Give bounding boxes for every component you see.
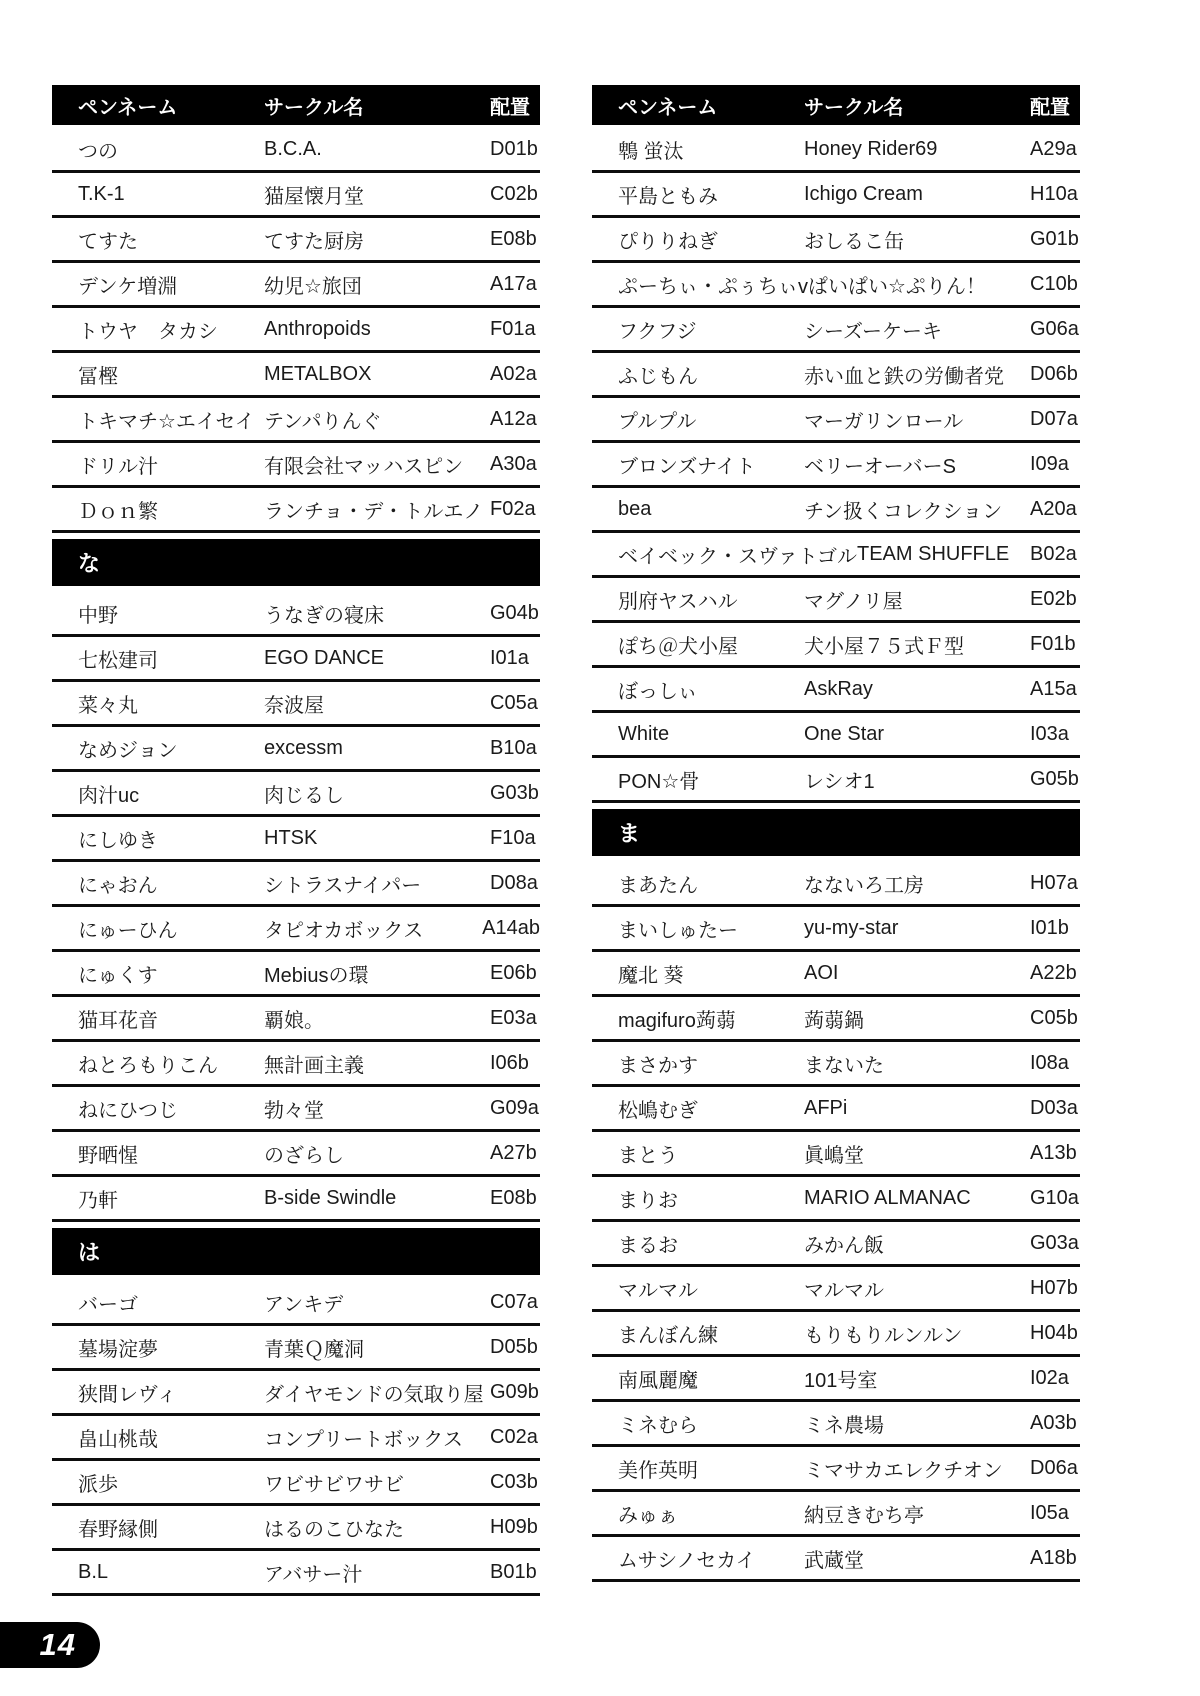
table-row xyxy=(592,862,1080,907)
table-row xyxy=(592,443,1080,488)
circle-list-table-right xyxy=(592,85,1080,1596)
column-header-placement: 配置 xyxy=(490,96,530,119)
pen-name-cell: 春野縁側 xyxy=(78,1518,158,1541)
table-header xyxy=(592,85,1080,125)
section-header-row: ま xyxy=(592,809,1080,856)
pen-name-cell: 肉汁uc xyxy=(78,784,140,807)
circle-name-cell: Anthropoids xyxy=(264,317,371,340)
placement-cell: I06b xyxy=(490,1051,529,1074)
circle-name-cell: 赤い血と鉄の労働者党 xyxy=(804,365,1004,388)
circle-name-cell: おしるこ缶 xyxy=(804,230,904,253)
table-row xyxy=(52,1461,540,1506)
circle-list-table-left xyxy=(52,85,540,1596)
circle-name-cell: うなぎの寝床 xyxy=(264,604,384,627)
placement-cell: A17a xyxy=(490,272,537,295)
table-row xyxy=(52,817,540,862)
placement-cell: D06a xyxy=(1030,1456,1078,1479)
page-number: 14 xyxy=(39,1627,76,1662)
table-row xyxy=(592,263,1080,308)
table-body xyxy=(592,128,1080,1582)
circle-name-cell: ぱいぱい☆ぷりん！ xyxy=(808,275,986,298)
table-row xyxy=(592,668,1080,713)
table-row xyxy=(592,1087,1080,1132)
pen-name-cell: T.K-1 xyxy=(78,182,125,205)
table-row xyxy=(52,1506,540,1551)
placement-cell: E03a xyxy=(490,1006,537,1029)
table-row xyxy=(592,1537,1080,1582)
section-header-row: は xyxy=(52,1228,540,1275)
pen-name-cell: ドリル汁 xyxy=(78,455,158,478)
placement-cell: E08b xyxy=(490,227,537,250)
table-row xyxy=(52,637,540,682)
pen-name-cell: magifuro蒟蒻 xyxy=(618,1009,736,1032)
page-number-badge xyxy=(0,1622,100,1668)
table-row xyxy=(592,1177,1080,1222)
placement-cell: G06a xyxy=(1030,317,1079,340)
table-row xyxy=(52,727,540,772)
table-row xyxy=(52,1281,540,1326)
pen-name-cell: 鵯 蛍汰 xyxy=(618,140,684,163)
table-row xyxy=(592,997,1080,1042)
placement-cell: A30a xyxy=(490,452,537,475)
pen-name-cell: フクフジ xyxy=(618,320,697,343)
table-row xyxy=(592,758,1080,803)
table-row xyxy=(592,1402,1080,1447)
placement-cell: E02b xyxy=(1030,587,1077,610)
placement-cell: B10a xyxy=(490,736,537,759)
column-header-circle-name: サークル名 xyxy=(264,96,364,119)
circle-name-cell: 蒟蒻鍋 xyxy=(804,1009,864,1032)
placement-cell: I01a xyxy=(490,646,529,669)
placement-cell: A03b xyxy=(1030,1411,1077,1434)
pen-name-cell: 冨樫 xyxy=(78,365,118,388)
table-row xyxy=(52,682,540,727)
pen-name-cell: トキマチ☆エイセイ xyxy=(78,410,255,433)
column-header-pen-name: ペンネーム xyxy=(618,96,718,119)
circle-name-cell: METALBOX xyxy=(264,362,372,385)
placement-cell: D08a xyxy=(490,871,538,894)
circle-name-cell: ランチョ・デ・トルエノ xyxy=(264,500,484,523)
circle-name-cell: 101号室 xyxy=(804,1369,878,1392)
table-row xyxy=(52,263,540,308)
circle-name-cell: ベリーオーバーS xyxy=(804,455,956,478)
placement-cell: A22b xyxy=(1030,961,1077,984)
placement-cell: A12a xyxy=(490,407,537,430)
pen-name-cell: ぽち＠犬小屋 xyxy=(618,635,738,658)
circle-name-cell: マグノリ屋 xyxy=(804,590,903,613)
circle-name-cell: B.C.A. xyxy=(264,137,322,160)
placement-cell: I03a xyxy=(1030,722,1069,745)
table-row xyxy=(592,218,1080,263)
table-row xyxy=(52,1416,540,1461)
circle-name-cell: みかん飯 xyxy=(804,1234,884,1257)
pen-name-cell: ミネむら xyxy=(618,1414,698,1437)
circle-name-cell: 幼児☆旅団 xyxy=(264,275,362,298)
pen-name-cell: 七松建司 xyxy=(78,649,158,672)
placement-cell: I05a xyxy=(1030,1501,1069,1524)
circle-name-cell: 奈波屋 xyxy=(264,694,324,717)
table-row xyxy=(592,1222,1080,1267)
circle-name-cell: シーズーケーキ xyxy=(804,320,942,343)
pen-name-cell: てすた xyxy=(78,230,138,253)
circle-name-cell: 勃々堂 xyxy=(264,1099,324,1122)
placement-cell: B01b xyxy=(490,1560,537,1583)
table-row xyxy=(592,488,1080,533)
table-body xyxy=(52,128,540,1596)
table-row xyxy=(592,1132,1080,1177)
placement-cell: G09a xyxy=(490,1096,539,1119)
table-row xyxy=(592,578,1080,623)
table-row xyxy=(592,1492,1080,1537)
circle-name-cell: アバサー汁 xyxy=(264,1563,363,1586)
placement-cell: I02a xyxy=(1030,1366,1069,1389)
circle-name-cell: レシオ1 xyxy=(804,770,875,793)
pen-name-cell: 別府ヤスハル xyxy=(618,590,738,613)
table-row xyxy=(592,173,1080,218)
placement-cell: D07a xyxy=(1030,407,1078,430)
circle-name-cell: B-side Swindle xyxy=(264,1186,397,1209)
table-row xyxy=(592,398,1080,443)
circle-name-cell: マルマル xyxy=(804,1279,884,1302)
circle-name-cell: もりもりルンルン xyxy=(804,1324,963,1347)
column-header-pen-name: ペンネーム xyxy=(78,96,178,119)
pen-name-cell: まりお xyxy=(618,1189,678,1212)
circle-name-cell: TEAM SHUFFLE xyxy=(857,542,1010,565)
table-row xyxy=(52,772,540,817)
circle-name-cell: 武蔵堂 xyxy=(804,1549,864,1572)
pen-name-cell: バーゴ xyxy=(78,1293,138,1316)
pen-name-cell: ぷーちぃ・ぷぅちぃv xyxy=(618,275,808,298)
table-row xyxy=(592,1042,1080,1087)
circle-name-cell: yu-my-star xyxy=(804,916,899,939)
pen-name-cell: White xyxy=(618,722,670,745)
pen-name-cell: トウヤ タカシ xyxy=(78,320,218,343)
pen-name-cell: ねとろもりこん xyxy=(78,1054,218,1077)
placement-cell: G01b xyxy=(1030,227,1079,250)
circle-name-cell: コンプリートボックス xyxy=(264,1428,463,1451)
pen-name-cell: 猫耳花音 xyxy=(78,1009,158,1032)
table-row xyxy=(52,128,540,173)
circle-name-cell: テンパりんぐ xyxy=(264,410,382,433)
table-row xyxy=(52,592,540,637)
table-row xyxy=(592,713,1080,758)
pen-name-cell: 魔北 葵 xyxy=(618,964,684,987)
circle-name-cell: はるのこひなた xyxy=(264,1518,404,1541)
placement-cell: C02a xyxy=(490,1425,538,1448)
pen-name-cell: にゅーひん xyxy=(78,919,178,942)
placement-cell: D01b xyxy=(490,137,538,160)
circle-name-cell: 有限会社マッハスピン xyxy=(264,455,464,478)
pen-name-cell: 派歩 xyxy=(78,1473,118,1496)
table-row xyxy=(52,443,540,488)
column-header-circle-name: サークル名 xyxy=(804,96,904,119)
placement-cell: C10b xyxy=(1030,272,1078,295)
pen-name-cell: にしゆき xyxy=(78,829,158,852)
placement-cell: A15a xyxy=(1030,677,1077,700)
circle-list-columns xyxy=(52,85,1080,1596)
pen-name-cell: にゃおん xyxy=(78,874,158,897)
table-row xyxy=(52,1551,540,1596)
pen-name-cell: 野晒惺 xyxy=(78,1144,138,1167)
table-row xyxy=(592,623,1080,668)
pen-name-cell: ブロンズナイト xyxy=(618,455,756,478)
circle-name-cell: 肉じるし xyxy=(264,784,344,807)
placement-cell: D05b xyxy=(490,1335,538,1358)
placement-cell: G09b xyxy=(490,1380,539,1403)
pen-name-cell: つの xyxy=(78,140,118,163)
placement-cell: A18b xyxy=(1030,1546,1077,1569)
circle-name-cell: まないた xyxy=(804,1054,884,1077)
circle-name-cell: のざらし xyxy=(264,1144,344,1167)
placement-cell: C05a xyxy=(490,691,538,714)
placement-cell: G03b xyxy=(490,781,539,804)
placement-cell: A27b xyxy=(490,1141,537,1164)
pen-name-cell: 菜々丸 xyxy=(78,694,138,717)
pen-name-cell: ムサシノセカイ xyxy=(618,1549,756,1572)
placement-cell: D06b xyxy=(1030,362,1078,385)
circle-name-cell: ダイヤモンドの気取り屋 xyxy=(264,1383,484,1406)
pen-name-cell: まあたん xyxy=(618,874,698,897)
circle-name-cell: てすた厨房 xyxy=(264,230,364,253)
circle-name-cell: 猫屋懐月堂 xyxy=(264,185,364,208)
placement-cell: C05b xyxy=(1030,1006,1078,1029)
table-row xyxy=(592,1312,1080,1357)
placement-cell: A14ab xyxy=(482,916,540,939)
placement-cell: B02a xyxy=(1030,542,1077,565)
column-header-placement: 配置 xyxy=(1030,96,1070,119)
placement-cell: G10a xyxy=(1030,1186,1079,1209)
placement-cell: F10a xyxy=(490,826,536,849)
circle-name-cell: 犬小屋７５式Ｆ型 xyxy=(804,635,964,658)
placement-cell: G04b xyxy=(490,601,539,624)
placement-cell: H04b xyxy=(1030,1321,1078,1344)
circle-name-cell: HTSK xyxy=(264,826,318,849)
pen-name-cell: デンケ増淵 xyxy=(78,275,178,298)
pen-name-cell: まさかす xyxy=(618,1054,698,1077)
circle-name-cell: excessm xyxy=(264,736,343,759)
table-header xyxy=(52,85,540,125)
pen-name-cell: 墓場淀夢 xyxy=(78,1338,158,1361)
placement-cell: G05b xyxy=(1030,767,1079,790)
placement-cell: A02a xyxy=(490,362,537,385)
pen-name-cell: B.L xyxy=(78,1560,109,1583)
circle-name-cell: チン扱くコレクション xyxy=(804,500,1003,523)
pen-name-cell: 中野 xyxy=(78,604,118,627)
circle-name-cell: AOI xyxy=(804,961,839,984)
table-row xyxy=(52,1371,540,1416)
pen-name-cell: 平島ともみ xyxy=(618,185,718,208)
table-row xyxy=(52,218,540,263)
table-row xyxy=(52,952,540,997)
table-row xyxy=(52,862,540,907)
placement-cell: H07a xyxy=(1030,871,1078,894)
circle-name-cell: ミマサカエレクチオン xyxy=(804,1459,1003,1482)
circle-name-cell: シトラスナイパー xyxy=(264,874,422,897)
pen-name-cell: まるお xyxy=(618,1234,678,1257)
table-row xyxy=(592,308,1080,353)
pen-name-cell: 狭間レヴィ xyxy=(78,1383,177,1406)
circle-name-cell: AskRay xyxy=(804,677,873,700)
pen-name-cell: ねにひつじ xyxy=(78,1099,178,1122)
placement-cell: C03b xyxy=(490,1470,538,1493)
table-row xyxy=(52,1177,540,1222)
table-row xyxy=(592,1447,1080,1492)
pen-name-cell: 松嶋むぎ xyxy=(618,1099,698,1122)
pen-name-cell: ふじもん xyxy=(618,365,698,388)
placement-cell: H07b xyxy=(1030,1276,1078,1299)
table-row xyxy=(52,1042,540,1087)
table-row xyxy=(52,1132,540,1177)
table-row xyxy=(592,952,1080,997)
table-row xyxy=(52,997,540,1042)
pen-name-cell: PON☆骨 xyxy=(618,770,700,793)
placement-cell: F01b xyxy=(1030,632,1076,655)
pen-name-cell: みゅぁ xyxy=(618,1504,678,1527)
pen-name-cell: ベイベック・スヴァトゴル xyxy=(618,545,857,568)
circle-name-cell: Ichigo Cream xyxy=(804,182,923,205)
pen-name-cell: Ｄｏｎ繁 xyxy=(78,500,158,523)
circle-name-cell: EGO DANCE xyxy=(264,646,385,669)
placement-cell: E06b xyxy=(490,961,537,984)
circle-name-cell: Honey Rider69 xyxy=(804,137,938,160)
pen-name-cell: 南風麗魔 xyxy=(618,1369,698,1392)
table-row xyxy=(592,1357,1080,1402)
table-row xyxy=(592,533,1080,578)
circle-name-cell: 眞嶋堂 xyxy=(804,1144,864,1167)
section-header-row: な xyxy=(52,539,540,586)
table-row xyxy=(592,907,1080,952)
pen-name-cell: にゅくす xyxy=(78,964,158,987)
placement-cell: C07a xyxy=(490,1290,538,1313)
circle-name-cell: MARIO ALMANAC xyxy=(804,1186,971,1209)
circle-name-cell: Mebiusの環 xyxy=(264,964,369,987)
placement-cell: G03a xyxy=(1030,1231,1079,1254)
pen-name-cell: ぴりりねぎ xyxy=(618,230,718,253)
circle-name-cell: One Star xyxy=(804,722,885,745)
table-row xyxy=(52,353,540,398)
pen-name-cell: まんぼん練 xyxy=(618,1324,718,1347)
placement-cell: C02b xyxy=(490,182,538,205)
table-row xyxy=(592,128,1080,173)
placement-cell: F01a xyxy=(490,317,536,340)
circle-name-cell: 青葉Ｑ魔洞 xyxy=(264,1338,364,1361)
circle-name-cell: アンキデ xyxy=(264,1293,344,1316)
circle-name-cell: 覇娘。 xyxy=(264,1009,324,1032)
placement-cell: E08b xyxy=(490,1186,537,1209)
table-row xyxy=(52,1087,540,1132)
circle-name-cell: ワビサビワサビ xyxy=(264,1473,404,1496)
circle-name-cell: なないろ工房 xyxy=(804,874,924,897)
table-row xyxy=(52,173,540,218)
placement-cell: I09a xyxy=(1030,452,1069,475)
table-row xyxy=(592,1267,1080,1312)
placement-cell: H10a xyxy=(1030,182,1078,205)
circle-name-cell: 無計画主義 xyxy=(264,1054,364,1077)
placement-cell: A20a xyxy=(1030,497,1077,520)
table-row xyxy=(52,488,540,533)
placement-cell: D03a xyxy=(1030,1096,1078,1119)
placement-cell: I08a xyxy=(1030,1051,1069,1074)
circle-name-cell: AFPi xyxy=(804,1096,848,1119)
table-row xyxy=(52,907,540,952)
placement-cell: A29a xyxy=(1030,137,1077,160)
circle-name-cell: タピオカボックス xyxy=(264,919,424,942)
pen-name-cell: bea xyxy=(618,497,652,520)
pen-name-cell: 乃軒 xyxy=(78,1189,118,1212)
table-row xyxy=(592,353,1080,398)
pen-name-cell: まとう xyxy=(618,1144,678,1167)
pen-name-cell: ぼっしぃ xyxy=(618,680,698,703)
pen-name-cell: マルマル xyxy=(618,1279,698,1302)
pen-name-cell: まいしゅたー xyxy=(618,919,738,942)
table-row xyxy=(52,398,540,443)
pen-name-cell: プルプル xyxy=(618,410,697,433)
placement-cell: A13b xyxy=(1030,1141,1077,1164)
placement-cell: H09b xyxy=(490,1515,538,1538)
placement-cell: I01b xyxy=(1030,916,1069,939)
circle-name-cell: ミネ農場 xyxy=(804,1414,884,1437)
circle-name-cell: 納豆きむち亭 xyxy=(804,1504,924,1527)
pen-name-cell: 畠山桃哉 xyxy=(78,1428,158,1451)
table-row xyxy=(52,1326,540,1371)
pen-name-cell: 美作英明 xyxy=(618,1459,698,1482)
placement-cell: F02a xyxy=(490,497,536,520)
pen-name-cell: なめジョン xyxy=(78,739,178,762)
circle-name-cell: マーガリンロール xyxy=(804,410,964,433)
table-row xyxy=(52,308,540,353)
